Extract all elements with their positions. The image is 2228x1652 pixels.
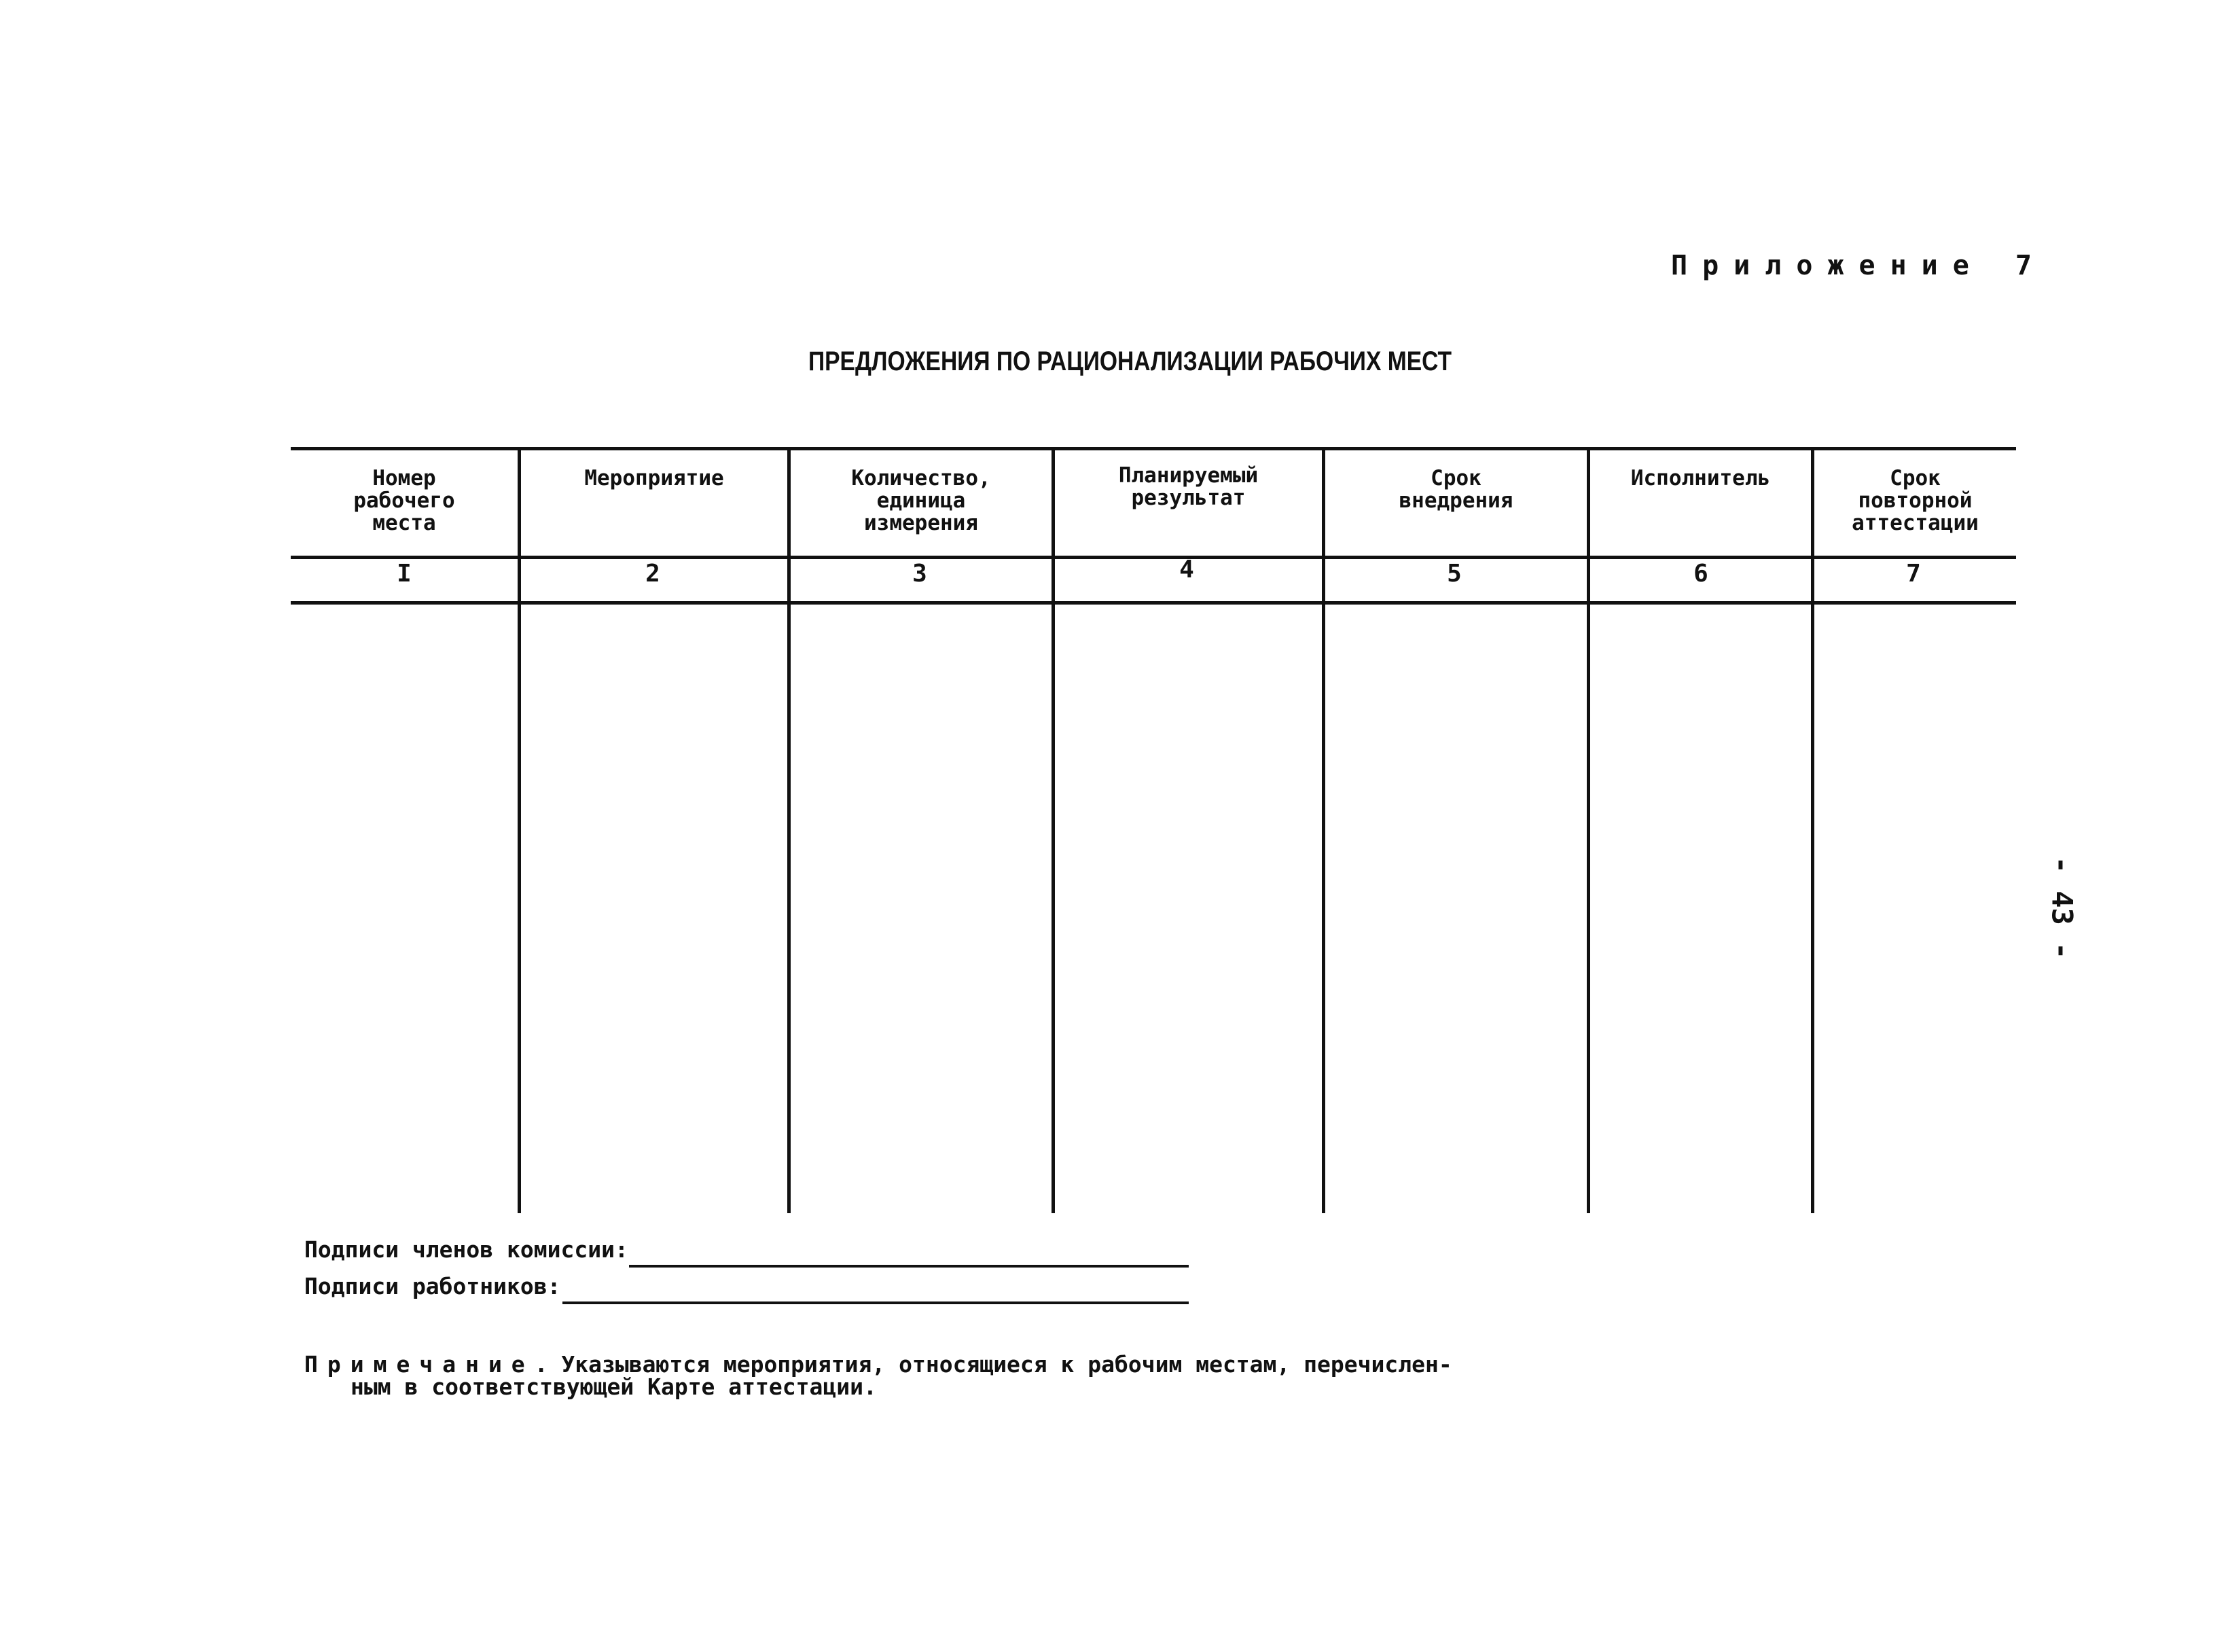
column-number: 6: [1693, 560, 1708, 588]
numbers-bottom-rule: [291, 601, 2016, 605]
page-number: - 43 -: [2045, 856, 2079, 960]
column-divider-1: [518, 447, 521, 1213]
column-number: 4: [1179, 556, 1194, 583]
column-header-implementation-term: Срок внедрения: [1399, 466, 1513, 513]
footnote-text: . Указываются мероприятия, относящиеся к рабочим местам, перечислен-: [534, 1351, 1452, 1378]
column-header-measure: Мероприятие: [584, 466, 724, 490]
column-number: 2: [645, 560, 660, 588]
footnote-label: Примечание: [304, 1351, 535, 1378]
column-number: 7: [1906, 560, 1921, 588]
column-number: 3: [912, 560, 927, 588]
commission-signatures-label: Подписи членов комиссии:: [304, 1236, 628, 1263]
column-number: 5: [1447, 560, 1462, 588]
column-number: I: [397, 560, 412, 588]
document-title: ПРЕДЛОЖЕНИЯ ПО РАЦИОНАЛИЗАЦИИ РАБОЧИХ МЕСТ: [808, 346, 1452, 376]
header-bottom-rule: [291, 556, 2016, 559]
column-divider-6: [1811, 447, 1814, 1213]
worker-signature-line: [562, 1301, 1189, 1304]
commission-signature-line: [629, 1265, 1189, 1268]
footnote-line-1: [304, 1353, 1452, 1376]
column-header-reattestation-term: Срок повторной аттестации: [1852, 466, 1979, 535]
worker-signatures-label: Подписи работников:: [304, 1273, 561, 1299]
appendix-label: Приложение 7: [1671, 250, 2047, 281]
footnote: [304, 1353, 1452, 1398]
table-top-rule: [291, 447, 2016, 450]
column-header-executor: Исполнитель: [1630, 466, 1771, 490]
column-divider-2: [787, 447, 791, 1213]
footnote-line-2: ным в соответствующей Карте аттестации.: [351, 1373, 877, 1400]
column-divider-3: [1052, 447, 1055, 1213]
column-divider-4: [1322, 447, 1325, 1213]
column-header-workplace-number: Номер рабочего места: [353, 466, 455, 535]
column-divider-5: [1587, 447, 1590, 1213]
proposals-table: [291, 447, 2016, 1213]
column-header-planned-result: Планируемый результат: [1118, 463, 1259, 510]
column-header-quantity-unit: Количество, единица измерения: [851, 466, 991, 535]
